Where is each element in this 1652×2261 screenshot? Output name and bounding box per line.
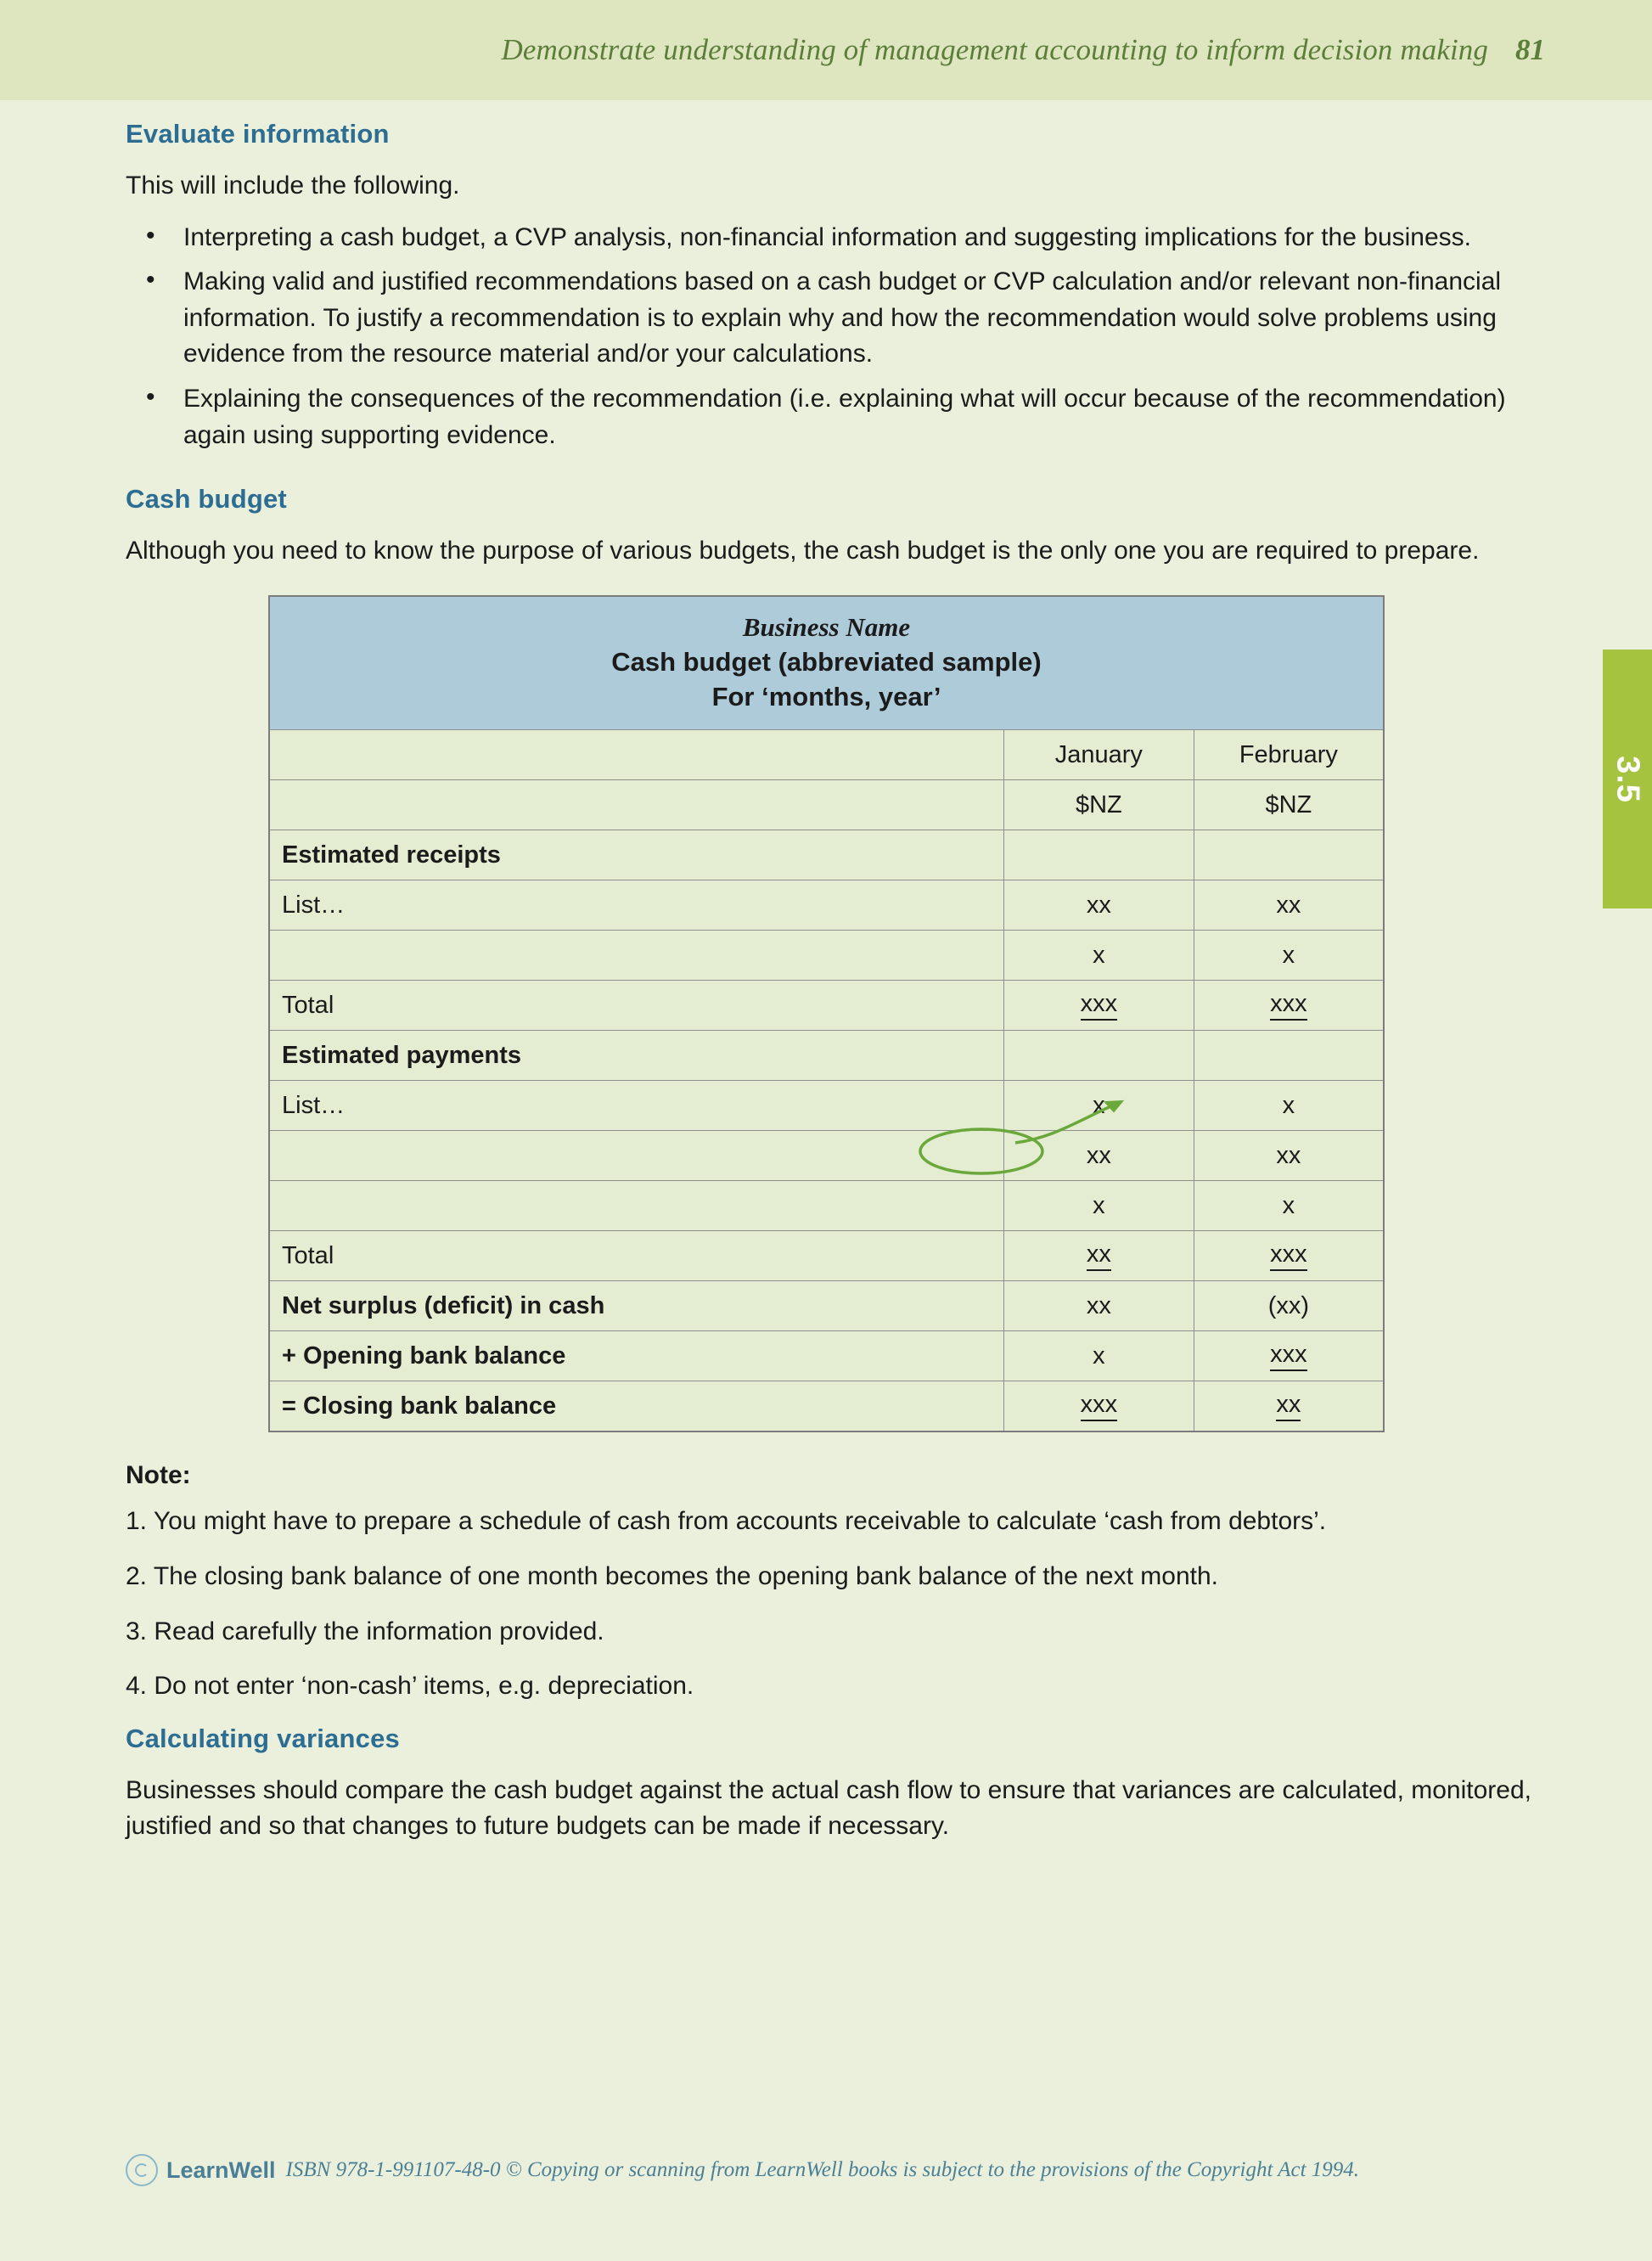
row-value-january xyxy=(1003,1331,1194,1381)
row-value-february xyxy=(1194,1031,1384,1081)
list-item: • Making valid and justified recommendations based on a cash budget or CVP calculation and/or relevant non-financial information. To justify a recommendation is to explain why and how the recommendation would solve problems using evidence from the resource material and/or your calculations. xyxy=(126,264,1535,373)
row-value-january: x xyxy=(1003,1081,1194,1131)
row-label: Total xyxy=(269,981,1003,1031)
row-value-january-text: xxx xyxy=(1081,1391,1118,1421)
row-value-january-text: xxx xyxy=(1081,990,1118,1021)
row-value-january: x xyxy=(1003,1181,1194,1231)
row-value-january-text: x xyxy=(1093,1341,1105,1370)
row-label xyxy=(269,1131,1003,1181)
row-label: = Closing bank balance xyxy=(269,1381,1003,1432)
row-label: Estimated payments xyxy=(269,1031,1003,1081)
page-header xyxy=(0,0,1652,100)
table-row xyxy=(269,1281,1384,1331)
row-label xyxy=(269,931,1003,981)
row-value-january xyxy=(1003,830,1194,880)
row-value-february: x xyxy=(1194,931,1384,981)
row-value-february xyxy=(1194,830,1384,880)
row-value-january xyxy=(1003,981,1194,1031)
notes-heading: Note: xyxy=(126,1461,191,1490)
row-value-january: xx xyxy=(1003,1281,1194,1331)
row-value-february: (xx) xyxy=(1194,1281,1384,1331)
row-value-february: xx xyxy=(1194,880,1384,931)
month-header-february: February xyxy=(1194,730,1384,780)
row-value-february-text: xxx xyxy=(1270,1240,1307,1271)
note-item: 1. You might have to prepare a schedule of cash from accounts receivable to calculate ‘cash from debtors’. xyxy=(126,1507,1327,1536)
row-label: List… xyxy=(269,1081,1003,1131)
row-value-january xyxy=(1003,1231,1194,1281)
currency-blank xyxy=(269,780,1003,830)
header-page-number: 81 xyxy=(1515,33,1545,66)
section-side-tab-label: 3.5 xyxy=(1610,755,1646,803)
row-label: Total xyxy=(269,1231,1003,1281)
row-value-february xyxy=(1194,1231,1384,1281)
table-row xyxy=(269,1231,1384,1281)
row-label: + Opening bank balance xyxy=(269,1331,1003,1381)
table-title-line1: Business Name xyxy=(742,611,911,642)
table-row xyxy=(269,780,1384,830)
page-footer xyxy=(126,2154,1535,2186)
row-value-february xyxy=(1194,1331,1384,1381)
row-value-january-text: xx xyxy=(1087,1240,1111,1271)
table-row xyxy=(269,730,1384,780)
table-row xyxy=(269,1081,1384,1131)
footer-copyright-text: ISBN 978-1-991107-48-0 © Copying or scanning from LearnWell books is subject to the provisions of the Copyright Act 1994. xyxy=(285,2158,1360,2181)
page-header-band xyxy=(0,0,1652,100)
evaluate-bullet-list xyxy=(126,220,1535,454)
table-row xyxy=(269,1031,1384,1081)
table-row xyxy=(269,830,1384,880)
table-row xyxy=(269,1331,1384,1381)
month-header-blank xyxy=(269,730,1003,780)
row-value-january: xx xyxy=(1003,1131,1194,1181)
heading-evaluate-information: Evaluate information xyxy=(126,119,390,149)
row-value-february xyxy=(1194,1381,1384,1432)
footer-brand: LearnWell xyxy=(166,2157,276,2183)
table-row xyxy=(269,931,1384,981)
note-item: 2. The closing bank balance of one month becomes the opening bank balance of the next month. xyxy=(126,1562,1218,1591)
row-label: List… xyxy=(269,880,1003,931)
note-item: 4. Do not enter ‘non-cash’ items, e.g. depreciation. xyxy=(126,1672,694,1701)
cash-budget-table xyxy=(268,595,1385,1433)
evaluate-intro-text: This will include the following. xyxy=(126,172,460,200)
cash-budget-table-wrap xyxy=(268,595,1385,1433)
row-value-february: xx xyxy=(1194,1131,1384,1181)
month-header-january: January xyxy=(1003,730,1194,780)
list-item: • Interpreting a cash budget, a CVP analysis, non-financial information and suggesting implications for the business. xyxy=(126,220,1535,256)
table-title-line2: Cash budget (abbreviated sample) xyxy=(611,646,1042,677)
row-value-february: x xyxy=(1194,1181,1384,1231)
list-item: • Explaining the consequences of the recommendation (i.e. explaining what will occur because of the recommendation) again using supporting evidence. xyxy=(126,381,1535,453)
calculating-variances-text: Businesses should compare the cash budget against the actual cash flow to ensure that variances are calculated, monitored, justified and so that changes to future budgets can be made if necessary. xyxy=(126,1775,1531,1841)
row-value-february-text: xxx xyxy=(1270,990,1307,1021)
table-row xyxy=(269,1181,1384,1231)
note-item: 3. Read carefully the information provided. xyxy=(126,1617,604,1645)
table-row xyxy=(269,1131,1384,1181)
learnwell-logo-icon xyxy=(126,2154,158,2186)
row-label: Net surplus (deficit) in cash xyxy=(269,1281,1003,1331)
currency-january: $NZ xyxy=(1003,780,1194,830)
heading-cash-budget: Cash budget xyxy=(126,484,287,515)
row-value-february: x xyxy=(1194,1081,1384,1131)
table-row xyxy=(269,981,1384,1031)
row-value-february-text: xx xyxy=(1276,1391,1301,1421)
row-value-january: x xyxy=(1003,931,1194,981)
table-row xyxy=(269,880,1384,931)
cash-budget-intro-text: Although you need to know the purpose of various budgets, the cash budget is the only one you are required to prepare. xyxy=(126,537,1480,565)
row-value-february xyxy=(1194,981,1384,1031)
row-value-january xyxy=(1003,1031,1194,1081)
section-side-tab xyxy=(1603,650,1652,908)
table-row xyxy=(269,1381,1384,1432)
row-label: Estimated receipts xyxy=(269,830,1003,880)
header-title: Demonstrate understanding of management accounting to inform decision making xyxy=(501,33,1488,66)
row-label xyxy=(269,1181,1003,1231)
table-title-row xyxy=(269,596,1384,730)
row-value-january: xx xyxy=(1003,880,1194,931)
row-value-january xyxy=(1003,1381,1194,1432)
table-title-line3: For ‘months, year’ xyxy=(711,681,941,711)
page-content xyxy=(126,119,1535,1860)
heading-calculating-variances: Calculating variances xyxy=(126,1723,400,1753)
currency-february: $NZ xyxy=(1194,780,1384,830)
table-title-cell xyxy=(269,596,1384,730)
row-value-february-text: xxx xyxy=(1270,1341,1307,1371)
